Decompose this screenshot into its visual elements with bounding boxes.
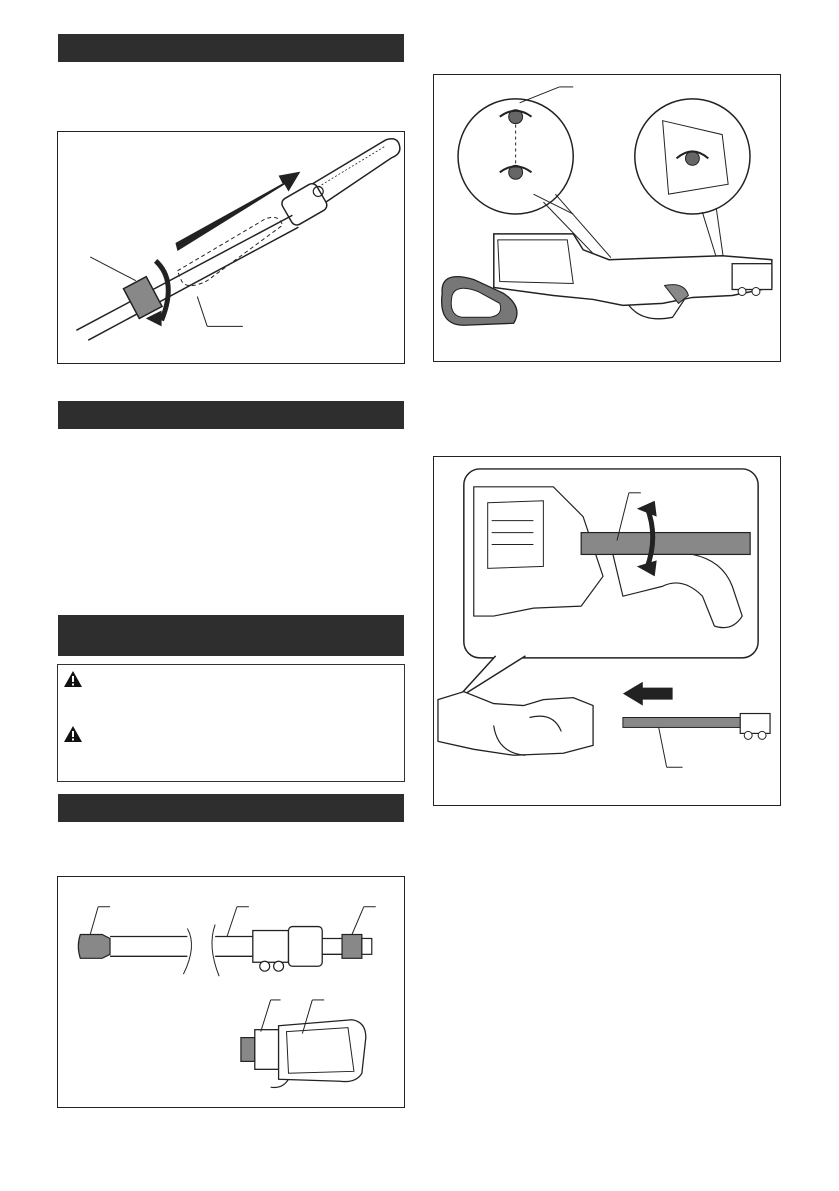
section-header-bar-1 xyxy=(58,34,404,62)
section-header-bar-2 xyxy=(58,401,404,429)
warning-triangle-icon xyxy=(64,671,82,687)
figure-pole-attachment xyxy=(57,131,405,364)
warning-box xyxy=(57,664,405,782)
figure-shaft-insertion xyxy=(433,456,781,806)
section-header-bar-3 xyxy=(58,615,404,656)
figure-shaft-end-caps xyxy=(57,876,405,1108)
section-header-bar-4 xyxy=(58,794,404,822)
figure-screw-loosening xyxy=(433,74,781,362)
warning-triangle-icon xyxy=(64,726,82,742)
